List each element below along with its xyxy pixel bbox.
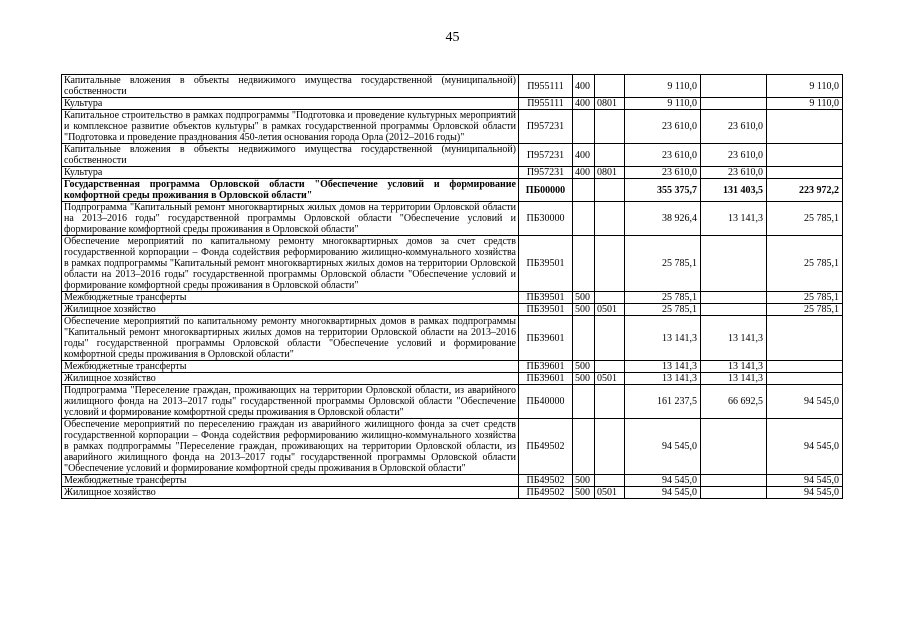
section-code bbox=[595, 316, 625, 361]
amount-col-2: 94 545,0 bbox=[767, 385, 843, 419]
amount-col-2 bbox=[767, 361, 843, 373]
target-code: П957231 bbox=[519, 167, 573, 179]
row-name: Жилищное хозяйство bbox=[62, 304, 519, 316]
amount-col-2: 25 785,1 bbox=[767, 236, 843, 292]
table-row bbox=[62, 419, 843, 475]
table-row bbox=[62, 487, 843, 499]
expense-type: 500 bbox=[573, 487, 595, 499]
row-name: Капитальное строительство в рамках подпрограммы "Подготовка и проведение культурных мероприятий и комплексное развитие объектов культуры" в рамках государственной программы Орловской области "Подготовка и проведение празднования 450-летия основания города Орла (2012–2016 годы)" bbox=[62, 110, 519, 144]
target-code: ПБ39501 bbox=[519, 292, 573, 304]
expense-type bbox=[573, 316, 595, 361]
expense-type: 400 bbox=[573, 167, 595, 179]
amount-col-1: 23 610,0 bbox=[701, 144, 767, 167]
total-amount: 94 545,0 bbox=[625, 419, 701, 475]
amount-col-1 bbox=[701, 419, 767, 475]
expense-type bbox=[573, 179, 595, 202]
total-amount: 13 141,3 bbox=[625, 373, 701, 385]
amount-col-2 bbox=[767, 167, 843, 179]
target-code: ПБ39601 bbox=[519, 316, 573, 361]
amount-col-1 bbox=[701, 304, 767, 316]
section-code bbox=[595, 292, 625, 304]
total-amount: 161 237,5 bbox=[625, 385, 701, 419]
total-amount: 9 110,0 bbox=[625, 98, 701, 110]
row-name: Культура bbox=[62, 98, 519, 110]
amount-col-2: 94 545,0 bbox=[767, 487, 843, 499]
target-code: ПБ30000 bbox=[519, 202, 573, 236]
table-row bbox=[62, 316, 843, 361]
table-row bbox=[62, 110, 843, 144]
target-code: П957231 bbox=[519, 144, 573, 167]
total-amount: 38 926,4 bbox=[625, 202, 701, 236]
row-name: Подпрограмма "Капитальный ремонт многоквартирных жилых домов на территории Орловской области на 2013–2016 годы" государственной программы Орловской области "Обеспечение условий и формирование комфортной среды проживания в Орловской области" bbox=[62, 202, 519, 236]
target-code: П955111 bbox=[519, 75, 573, 98]
table-row bbox=[62, 361, 843, 373]
amount-col-2 bbox=[767, 110, 843, 144]
target-code: ПБ39601 bbox=[519, 373, 573, 385]
target-code: ПБ49502 bbox=[519, 487, 573, 499]
amount-col-2: 25 785,1 bbox=[767, 202, 843, 236]
target-code: П957231 bbox=[519, 110, 573, 144]
table-row bbox=[62, 98, 843, 110]
row-name: Межбюджетные трансферты bbox=[62, 361, 519, 373]
expense-type: 500 bbox=[573, 373, 595, 385]
expense-type: 500 bbox=[573, 292, 595, 304]
target-code: ПБ39601 bbox=[519, 361, 573, 373]
row-name: Культура bbox=[62, 167, 519, 179]
page-number: 45 bbox=[445, 30, 460, 45]
amount-col-2 bbox=[767, 316, 843, 361]
amount-col-1 bbox=[701, 236, 767, 292]
row-name: Жилищное хозяйство bbox=[62, 487, 519, 499]
section-code bbox=[595, 475, 625, 487]
expense-type bbox=[573, 110, 595, 144]
section-code bbox=[595, 179, 625, 202]
amount-col-2: 9 110,0 bbox=[767, 75, 843, 98]
amount-col-1: 13 141,3 bbox=[701, 373, 767, 385]
total-amount: 9 110,0 bbox=[625, 75, 701, 98]
amount-col-2: 223 972,2 bbox=[767, 179, 843, 202]
row-name: Жилищное хозяйство bbox=[62, 373, 519, 385]
amount-col-1: 23 610,0 bbox=[701, 110, 767, 144]
expense-type bbox=[573, 385, 595, 419]
row-name: Обеспечение мероприятий по капитальному ремонту многоквартирных домов в рамках подпрограммы "Капитальный ремонт многоквартирных жилых домов на территории Орловской области на 2013–2016 годы" государственной программы Орловской области "Обеспечение условий и формирование комфортной среды проживания в Орловской области" bbox=[62, 316, 519, 361]
table-row bbox=[62, 475, 843, 487]
row-name: Капитальные вложения в объекты недвижимого имущества государственной (муниципальной) собственности bbox=[62, 75, 519, 98]
table-row bbox=[62, 385, 843, 419]
expense-type bbox=[573, 419, 595, 475]
expense-type: 500 bbox=[573, 361, 595, 373]
total-amount: 355 375,7 bbox=[625, 179, 701, 202]
section-code bbox=[595, 202, 625, 236]
section-code: 0501 bbox=[595, 304, 625, 316]
expense-type: 400 bbox=[573, 98, 595, 110]
section-code: 0501 bbox=[595, 373, 625, 385]
section-code bbox=[595, 419, 625, 475]
row-name: Подпрограмма "Переселение граждан, проживающих на территории Орловской области, из аварийного жилищного фонда на 2013–2017 годы" государственной программы Орловской области "Обеспечение условий и формирование комфортной среды проживания в Орловской области" bbox=[62, 385, 519, 419]
total-amount: 23 610,0 bbox=[625, 167, 701, 179]
amount-col-1: 13 141,3 bbox=[701, 361, 767, 373]
row-name: Капитальные вложения в объекты недвижимого имущества государственной (муниципальной) собственности bbox=[62, 144, 519, 167]
amount-col-1 bbox=[701, 75, 767, 98]
amount-col-2: 94 545,0 bbox=[767, 419, 843, 475]
row-name: Обеспечение мероприятий по переселению граждан из аварийного жилищного фонда за счет средств государственной корпорации – Фонда содействия реформированию жилищно-коммунального хозяйства в рамках подпрограммы "Переселение граждан, проживающих на территории Орловской области, из аварийного жилищного фонда на 2013–2017 годы" государственной программы Орловской области "Обеспечение условий и формирование комфортной среды проживания в Орловской области" bbox=[62, 419, 519, 475]
total-amount: 25 785,1 bbox=[625, 236, 701, 292]
section-code bbox=[595, 385, 625, 419]
total-amount: 94 545,0 bbox=[625, 487, 701, 499]
row-name: Обеспечение мероприятий по капитальному ремонту многоквартирных домов за счет средств государственной корпорации – Фонда содействия реформированию жилищно-коммунального хозяйства в рамках подпрограммы "Капитальный ремонт многоквартирных жилых домов на территории Орловской области на 2013–2016 годы" государственной программы Орловской области "Обеспечение условий и формирование комфортной среды проживания в Орловской области" bbox=[62, 236, 519, 292]
amount-col-1: 13 141,3 bbox=[701, 202, 767, 236]
table-row bbox=[62, 236, 843, 292]
target-code: ПБ39501 bbox=[519, 304, 573, 316]
total-amount: 25 785,1 bbox=[625, 304, 701, 316]
table-row bbox=[62, 304, 843, 316]
expense-type: 500 bbox=[573, 475, 595, 487]
table-row bbox=[62, 292, 843, 304]
section-code: 0801 bbox=[595, 167, 625, 179]
amount-col-2: 9 110,0 bbox=[767, 98, 843, 110]
section-code: 0501 bbox=[595, 487, 625, 499]
table-row bbox=[62, 202, 843, 236]
target-code: П955111 bbox=[519, 98, 573, 110]
amount-col-1: 131 403,5 bbox=[701, 179, 767, 202]
section-code bbox=[595, 75, 625, 98]
amount-col-2: 25 785,1 bbox=[767, 304, 843, 316]
target-code: ПБ49502 bbox=[519, 419, 573, 475]
total-amount: 23 610,0 bbox=[625, 110, 701, 144]
section-code bbox=[595, 361, 625, 373]
amount-col-1: 66 692,5 bbox=[701, 385, 767, 419]
table-row bbox=[62, 179, 843, 202]
amount-col-2 bbox=[767, 144, 843, 167]
amount-col-1: 13 141,3 bbox=[701, 316, 767, 361]
section-code bbox=[595, 144, 625, 167]
amount-col-2: 94 545,0 bbox=[767, 475, 843, 487]
section-code: 0801 bbox=[595, 98, 625, 110]
target-code: ПБ49502 bbox=[519, 475, 573, 487]
expense-type: 400 bbox=[573, 75, 595, 98]
table-row bbox=[62, 144, 843, 167]
section-code bbox=[595, 236, 625, 292]
expense-type bbox=[573, 202, 595, 236]
expense-type bbox=[573, 236, 595, 292]
total-amount: 13 141,3 bbox=[625, 316, 701, 361]
amount-col-1 bbox=[701, 98, 767, 110]
table-row bbox=[62, 167, 843, 179]
amount-col-1: 23 610,0 bbox=[701, 167, 767, 179]
amount-col-1 bbox=[701, 292, 767, 304]
expense-type: 400 bbox=[573, 144, 595, 167]
target-code: ПБ00000 bbox=[519, 179, 573, 202]
total-amount: 25 785,1 bbox=[625, 292, 701, 304]
amount-col-1 bbox=[701, 475, 767, 487]
target-code: ПБ40000 bbox=[519, 385, 573, 419]
table-row bbox=[62, 373, 843, 385]
total-amount: 94 545,0 bbox=[625, 475, 701, 487]
target-code: ПБ39501 bbox=[519, 236, 573, 292]
table-row bbox=[62, 75, 843, 98]
row-name: Межбюджетные трансферты bbox=[62, 475, 519, 487]
total-amount: 23 610,0 bbox=[625, 144, 701, 167]
budget-table bbox=[61, 74, 843, 499]
expense-type: 500 bbox=[573, 304, 595, 316]
amount-col-2: 25 785,1 bbox=[767, 292, 843, 304]
amount-col-2 bbox=[767, 373, 843, 385]
section-code bbox=[595, 110, 625, 144]
amount-col-1 bbox=[701, 487, 767, 499]
total-amount: 13 141,3 bbox=[625, 361, 701, 373]
row-name: Межбюджетные трансферты bbox=[62, 292, 519, 304]
row-name: Государственная программа Орловской области "Обеспечение условий и формирование комфортной среды проживания в Орловской области" bbox=[62, 179, 519, 202]
